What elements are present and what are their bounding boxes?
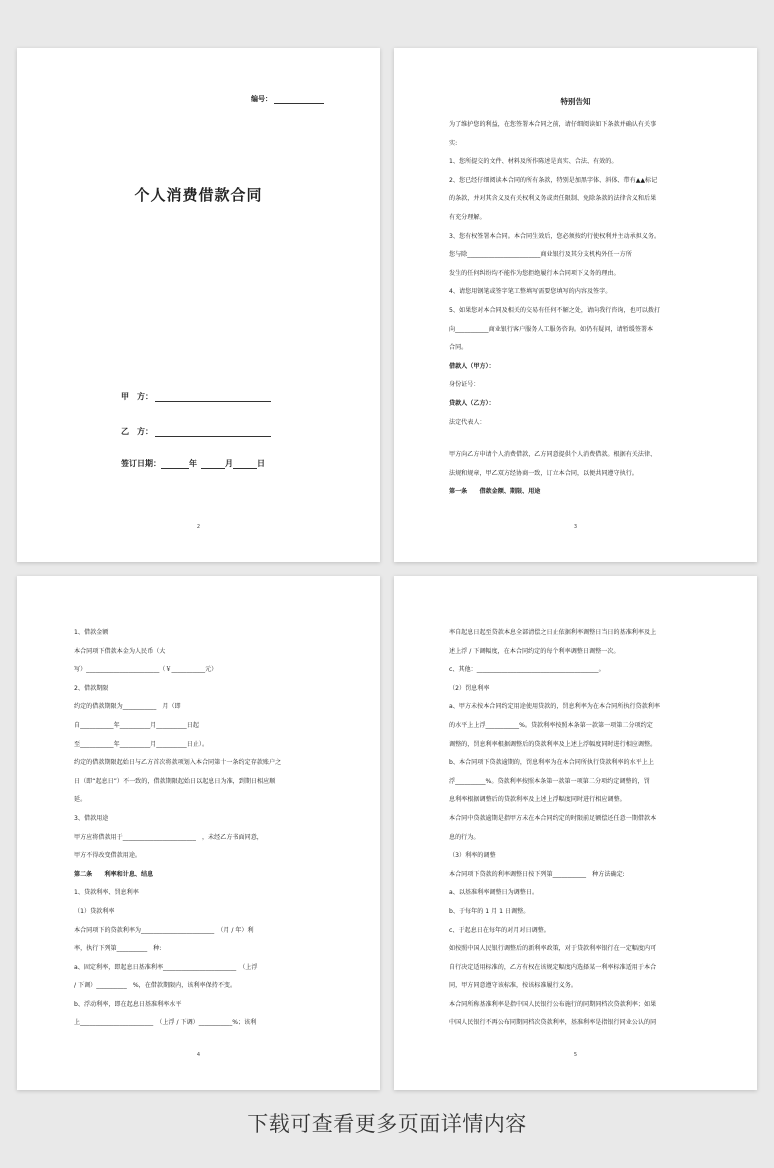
document-line: 4、请您用钢笔或签字笔工整填写需要您填写的内容及签字。: [449, 288, 612, 296]
borrower-label: 借款人（甲方）：: [449, 362, 495, 370]
contract-title: 个人消费借款合同: [134, 186, 263, 204]
month-label: 月: [225, 459, 233, 468]
document-line: 的条款，并对其含义及有关权利义务或责任限制、免除条款的法律含义和后果: [449, 195, 657, 203]
page-number: 3: [573, 524, 578, 530]
lender-label: 贷款人（乙方）：: [449, 399, 495, 407]
document-line: 本合同所称基准利率是指中国人民银行公布施行的同期同档次贷款利率；如果: [449, 1000, 657, 1008]
notice-body: [449, 116, 702, 502]
document-line: 1、贷款利率、罚息利率: [74, 889, 139, 897]
document-line: 息利率根据调整后的贷款利率及上述上浮幅度同时进行相应调整。: [449, 796, 626, 804]
notice-heading: 特别告知: [560, 97, 591, 106]
document-line: 2、您已经仔细阅读本合同的所有条款，特别是加黑字体、斜体、带有▲▲标记: [449, 176, 658, 184]
document-line: 的水平上上浮___________%。贷款利率按照本条第一款第一项第二分项约定: [449, 721, 653, 729]
document-line: 5、如果您对本合同及相关的交易有任何不解之处，请向我行咨询，也可以拨打: [449, 306, 661, 314]
document-line: b、浮动利率，即在起息日基准利率水平: [74, 1000, 182, 1008]
party-b-blank: [155, 427, 271, 437]
document-page-interest: [394, 576, 757, 1090]
document-line: 您与除________________________商业银行及其分支机构外任一方所: [449, 251, 632, 259]
party-a-label: 甲 方：: [121, 392, 153, 401]
document-line: b、本合同项下贷款逾期的，罚息利率为在本合同所执行贷款利率的水平上上: [449, 759, 654, 767]
document-line: 1、您所提交的文件、材料及所作陈述是真实、合法、有效的。: [449, 158, 618, 166]
document-page-loan-terms: [17, 576, 380, 1090]
party-b-field: [121, 426, 271, 437]
document-line: 率，执行下列第__________ 种:: [74, 945, 162, 953]
party-b-label: 乙 方：: [121, 427, 153, 436]
document-line: 实:: [449, 139, 458, 147]
page-number: 2: [196, 524, 201, 530]
document-line: 2、借款期限: [74, 684, 109, 692]
document-line: 约定的借款期限起始日与乙方首次将款项划入本合同第十一条约定存款账户之: [74, 759, 282, 767]
download-caption: 下载可查看更多页面详情内容: [247, 1112, 527, 1136]
document-line: 写）________________________（￥___________元）: [74, 666, 218, 674]
document-line: 向___________商业银行客户服务人工服务咨询。如仍有疑问，请暂缓签署本: [449, 325, 654, 333]
id-number-label: 身份证号：: [449, 381, 480, 389]
document-line: 自行决定适用标准的，乙方有权在该规定幅度内选择某一利率标准适用于本合: [449, 963, 657, 971]
document-line: c、其他：________________________________________。: [449, 666, 605, 674]
document-line: 至___________年__________月__________日止）。: [74, 740, 209, 748]
document-line: / 下调）__________ %，在借款期限内，该利率保持不变。: [74, 982, 237, 990]
document-line: 甲方应将借款用于________________________ ，未经乙方书面同意，: [74, 833, 263, 841]
document-line: 3、借款用途: [74, 814, 109, 822]
document-line: 为了维护您的利益，在您签署本合同之前，请仔细阅读如下条款并确认有关事: [449, 121, 657, 128]
document-line: 发生的任何纠纷均不能作为您拒绝履行本合同项下义务的理由。: [449, 269, 620, 277]
document-line: c、于起息日在每年的对月对日调整。: [449, 926, 550, 934]
day-blank: [233, 459, 257, 469]
document-line: 息的行为。: [449, 833, 480, 841]
sign-date-field: [121, 458, 265, 469]
document-line: （3）利率的调整: [449, 852, 496, 860]
page-number: 5: [573, 1052, 578, 1058]
interest-body: [449, 624, 705, 1033]
party-a-field: [121, 391, 271, 402]
document-line: 浮__________%。贷款利率按照本条第一款第一项第二分项约定调整的，罚: [449, 777, 650, 785]
document-line: 甲方向乙方申请个人消费借款，乙方同意提供个人消费借款。根据有关法律、: [449, 451, 657, 459]
document-line: 如按照中国人民银行调整后的新利率政策，对于贷款利率银行在一定幅度内可: [449, 945, 657, 953]
document-line: 3、您有权签署本合同。本合同生效后，您必须按约行使权利并主动承担义务。: [449, 232, 661, 240]
document-line: （2）罚息利率: [449, 684, 490, 692]
article-1-heading: 第一条 借款金额、期限、用途: [449, 488, 541, 496]
document-line: 调整的，罚息利率根据调整后的贷款利率及上述上浮幅度同时进行相应调整。: [449, 740, 657, 748]
document-line: 述上浮 / 下调幅度，在本合同约定的每个利率调整日调整一次。: [449, 647, 620, 655]
document-line: 本合同项下贷款的利率调整日按下列第___________ 种方法确定:: [449, 870, 625, 878]
document-line: 延。: [74, 796, 87, 804]
day-label: 日: [257, 459, 265, 468]
document-line: （1）贷款利率: [74, 907, 115, 915]
document-line: 法规和规章，甲乙双方经协商一致，订立本合同，以便共同遵守执行。: [449, 469, 638, 477]
document-line: 本合同项下借款本金为人民币（大: [74, 647, 166, 655]
document-line: a、以基准利率调整日为调整日。: [449, 889, 539, 897]
sign-date-label: 签订日期：: [121, 459, 161, 468]
document-line: 约定的借款期限为___________ 月（即: [74, 703, 181, 711]
document-line: a、甲方未按本合同约定用途使用贷款的，罚息利率为在本合同所执行贷款利率: [449, 703, 660, 711]
document-line: 1、借款金额: [74, 629, 109, 636]
year-label: 年: [189, 459, 197, 468]
contract-number-label: 编号：: [251, 95, 272, 103]
month-blank: [201, 459, 225, 469]
document-line: 日（即“起息日”）不一致的，借款期限起始日以起息日为准，到期日相应顺: [74, 777, 276, 785]
document-line: 本合同中贷款逾期是指甲方未在本合同约定的时限前足额偿还任意一期借款本: [449, 814, 657, 822]
year-blank: [161, 459, 189, 469]
document-line: 合同。: [449, 344, 468, 352]
document-line: b、于每年的 1 月 1 日调整。: [449, 907, 530, 915]
contract-number-blank: [274, 95, 324, 104]
document-line: a、固定利率，即起息日基准利率________________________ （上浮: [74, 963, 258, 971]
document-page-cover: [17, 48, 380, 562]
document-line: 甲方不得改变借款用途。: [74, 852, 142, 860]
document-line: 第二条 利率和计息、结息: [74, 870, 154, 878]
document-line: 有充分理解。: [449, 213, 486, 221]
document-line: 率自起息日起至贷款本息全部清偿之日止依据利率调整日当日的基准利率及上: [449, 629, 657, 636]
document-line: 上________________________ （上浮 / 下调）___________%；该利: [74, 1019, 257, 1027]
page-number: 4: [196, 1052, 201, 1058]
document-line: 中国人民银行不再公布同期同档次贷款利率，基准利率是指银行同业公认的同: [449, 1019, 657, 1027]
party-a-blank: [155, 392, 271, 402]
legal-rep-label: 法定代表人：: [449, 418, 486, 426]
contract-number-field: [251, 94, 324, 104]
document-line: 同，甲方同意遵守该标准，按该标准履行义务。: [449, 982, 577, 990]
document-line: 自___________年__________月__________日起: [74, 721, 199, 729]
document-line: 本合同项下的贷款利率为________________________ （月 / 年）利: [74, 926, 254, 934]
document-page-notice: [394, 48, 757, 562]
loan-terms-body: [74, 624, 328, 1033]
